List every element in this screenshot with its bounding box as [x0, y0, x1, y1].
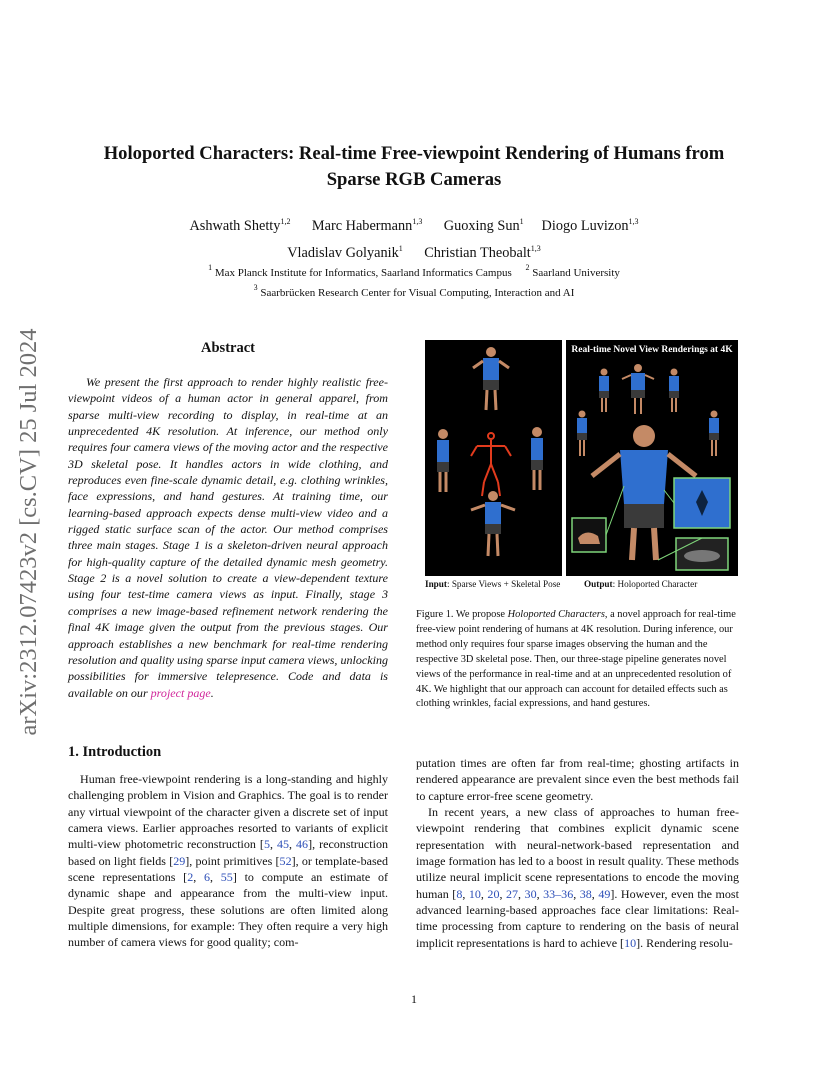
citation-link[interactable]: 52 [279, 853, 292, 868]
title-line-1: Holoported Characters: Real-time Free-viewpoint Rendering of Humans from [103, 143, 725, 164]
input-label [425, 579, 560, 589]
input-label-bold: Input [425, 579, 447, 589]
paragraph-text: , [193, 870, 204, 885]
caption-rest: , a novel approach for real-time free-view point rendering of humans at 4K resolution. During inference, our method only requires four sparse images observing the human and the respective 3D skeletal pose. Then, our three-stage pipeline generates novel views of the performance in real-time and at an unprecedented resolution of 4K. We highlight that our approach can account for detailed effects such as clothing wrinkles, facial expressions, and hand gestures. [416, 609, 736, 710]
novel-view-small-5 [709, 411, 719, 457]
citation-link[interactable]: 30 [524, 886, 537, 901]
paper-title [60, 141, 768, 193]
input-panel [425, 340, 562, 576]
input-view-top [473, 347, 509, 410]
citation-link[interactable]: 10 [468, 886, 481, 901]
paragraph-text: , [536, 886, 544, 901]
paragraph-text: Human free-viewpoint rendering is a long-standing and highly challenging problem in Vision and Graphics. The goal is to render any virtual viewpoint of the character given a discrete set of input camera views. Earlier approaches resorted to variants of explicit multi-view photometric reconstruction [ [68, 772, 388, 852]
novel-view-small-4 [577, 411, 587, 457]
paragraph-text: ]. However, even the most advanced learning-based approaches face clear limitations: Real-time processing from capture to rendering on the basis of neural implicit representations is hard to achieve [ [416, 886, 739, 950]
paragraph-text: , [518, 886, 525, 901]
abstract-text: We present the first approach to render highly realistic free-viewpoint videos of a human actor in general apparel, from sparse multi-view recording to display, in real-time at an unprecedented 4K resolution. At inference, our method only requires four camera views of the moving actor and the respective 3D skeletal pose. It handles actors in wide clothing, and reproduces even fine-scale dynamic detail, e.g. clothing wrinkles, face expressions, and hand gestures. At training time, our learning-based approach expects dense multi-view video and a rigged static surface scan of the actor. Our method comprises three main stages. Stage 1 is a skeleton-driven neural approach for high-quality capture of the detailed dynamic mesh geometry. Stage 2 is a novel solution to create a view-dependent texture using four test-time camera views as input. Finally, stage 3 comprises a new image-based refinement network rendering the final 4K image given the output from the previous stages. Our approach establishes a new benchmark for real-time rendering resolution and quality using sparse input camera views, unlocking possibilities for immersive telepresence. Code and data is available on our [68, 375, 388, 700]
arxiv-identifier: arXiv:2312.07423v2 [cs.CV] 25 Jul 2024 [15, 328, 42, 736]
citation-link[interactable]: 10 [624, 935, 637, 950]
paragraph-text: , [573, 886, 580, 901]
author-affiliation: 1,3 [530, 244, 541, 253]
intro-left-paragraph [68, 771, 388, 951]
citation-link[interactable]: 20 [487, 886, 500, 901]
author-name: Christian Theobalt [424, 245, 531, 261]
input-view-bottom [471, 491, 515, 556]
intro-heading: 1. Introduction [68, 744, 162, 760]
output-label [584, 579, 697, 589]
author-affiliation: 1,3 [412, 217, 423, 226]
figure-1 [425, 340, 738, 589]
skeletal-pose [471, 433, 511, 496]
novel-view-renderings [566, 340, 738, 576]
input-views-illustration [425, 340, 562, 576]
output-label-bold: Output [584, 579, 613, 589]
affiliations-line-2 [60, 283, 768, 299]
affiliation-text: Saarbrücken Research Center for Visual Computing, Interaction and AI [260, 287, 575, 299]
output-panel-title: Real-time Novel View Renderings at 4K [571, 345, 733, 355]
paragraph-text: , [269, 837, 277, 852]
citation-link[interactable]: 45 [276, 837, 290, 852]
citation-link[interactable]: 27 [505, 886, 519, 901]
abstract-body: We present the first approach to render highly realistic free-viewpoint videos of a human actor in general apparel, from sparse multi-view recording to display, in real-time at an unprecedented 4K resolution. At inference, our method only requires four camera views of the moving actor and the respective 3D skeletal pose. It handles actors in wide clothing, and reproduces even fine-scale dynamic detail, e.g. clothing wrinkles, face expressions, and hand gestures. At training time, our learning-based approach expects dense multi-view video and a rigged static surface scan of the actor. Our method comprises three main stages. Stage 1 is a skeleton-driven neural approach for high-quality capture of the detailed dynamic mesh geometry. Stage 2 is a novel solution to create a view-dependent texture using four test-time camera views as input. Finally, stage 3 comprises a new image-based refinement network rendering the final 4K image given the output from the previous stages. Our approach establishes a new benchmark for real-time rendering resolution and quality using sparse input camera views, unlocking possibilities for immersive telepresence. Code and data is available on our project page. [68, 375, 388, 700]
novel-view-small-3 [669, 369, 679, 413]
affiliation-text: Max Planck Institute for Informatics, Saarland Informatics Campus [214, 267, 512, 279]
authors-line-2 [60, 245, 768, 262]
input-view-right [531, 427, 543, 490]
figure-caption [416, 608, 739, 712]
paragraph-text: , [499, 886, 506, 901]
paragraph-text: ] to compute an estimate of dynamic shape and appearance from the multi-view input. Despite great progress, these solutions are often limited along multiple dimensions, for example: They often require a very high number of camera views for good quality; com- [68, 870, 388, 950]
author-affiliation: 1 [519, 217, 524, 226]
author-name: Diogo Luvizon [541, 218, 629, 234]
citation-link[interactable]: 38 [579, 886, 592, 901]
intro-right-paragraph-1: putation times are often far from real-time; ghosting artifacts in rendered appearance are prevalent since even the best methods fail to capture error-free scene geometry. [416, 756, 739, 803]
author-name: Guoxing Sun [443, 218, 520, 234]
author-affiliation: 1,3 [628, 217, 639, 226]
paragraph-text: , [480, 886, 488, 901]
affiliation-number: 2 [525, 263, 530, 272]
paragraph-text: ], point primitives [ [185, 853, 280, 868]
title-line-2: Sparse RGB Cameras [326, 169, 502, 190]
citation-link[interactable]: 33–36 [543, 886, 574, 901]
citation-link[interactable]: 55 [220, 870, 233, 885]
output-panel [566, 340, 738, 576]
author-name: Vladislav Golyanik [287, 245, 399, 261]
citation-link[interactable]: 6 [203, 870, 211, 885]
project-page-link[interactable]: project page [150, 685, 211, 700]
citation-link[interactable]: 5 [263, 837, 270, 852]
paragraph-text: , [210, 870, 221, 885]
citation-link[interactable]: 49 [598, 886, 611, 901]
caption-prefix: Figure 1. We propose [416, 609, 508, 620]
author-name: Marc Habermann [311, 218, 413, 234]
paragraph-text: , [462, 886, 469, 901]
paragraph-text: ]. Rendering resolu- [636, 935, 733, 950]
paragraph-text: ], reconstruction based on light fields [ [68, 837, 388, 868]
citation-link[interactable]: 8 [456, 886, 463, 901]
novel-view-small-1 [599, 369, 609, 413]
paragraph-text: ], or template-based scene representations [ [68, 853, 388, 885]
paragraph-text: In recent years, a new class of approaches to human free-viewpoint rendering that combines explicit dynamic scene representation with neural-network-based representation and image formation has led to a boost in result quality. These methods utilize neural implicit scene representations to encode the moving human [ [416, 805, 739, 901]
author-name: Ashwath Shetty [189, 218, 281, 234]
affiliation-number: 1 [208, 263, 213, 272]
author-affiliation: 1,2 [280, 217, 291, 226]
citation-link[interactable]: 46 [296, 837, 309, 852]
paragraph-text: , [591, 886, 599, 901]
intro-right-paragraph-2 [416, 804, 739, 951]
citation-link[interactable]: 2 [187, 870, 194, 885]
input-label-rest: : Sparse Views + Skeletal Pose [446, 579, 561, 589]
paragraph-text: , [289, 837, 297, 852]
citation-link[interactable]: 29 [173, 853, 186, 868]
affiliations-line-1 [60, 263, 768, 279]
caption-italic: Holoported Characters [507, 609, 605, 620]
page-number: 1 [411, 992, 417, 1006]
authors-line-1 [60, 218, 768, 235]
input-view-left [437, 429, 449, 492]
novel-view-small-2 [622, 364, 654, 414]
intro-right-column [416, 755, 739, 951]
author-affiliation: 1 [398, 244, 403, 253]
affiliation-text: Saarland University [532, 267, 620, 279]
output-label-rest: : Holoported Character [612, 579, 698, 589]
abstract-heading: Abstract [201, 340, 255, 356]
affiliation-number: 3 [253, 283, 258, 292]
